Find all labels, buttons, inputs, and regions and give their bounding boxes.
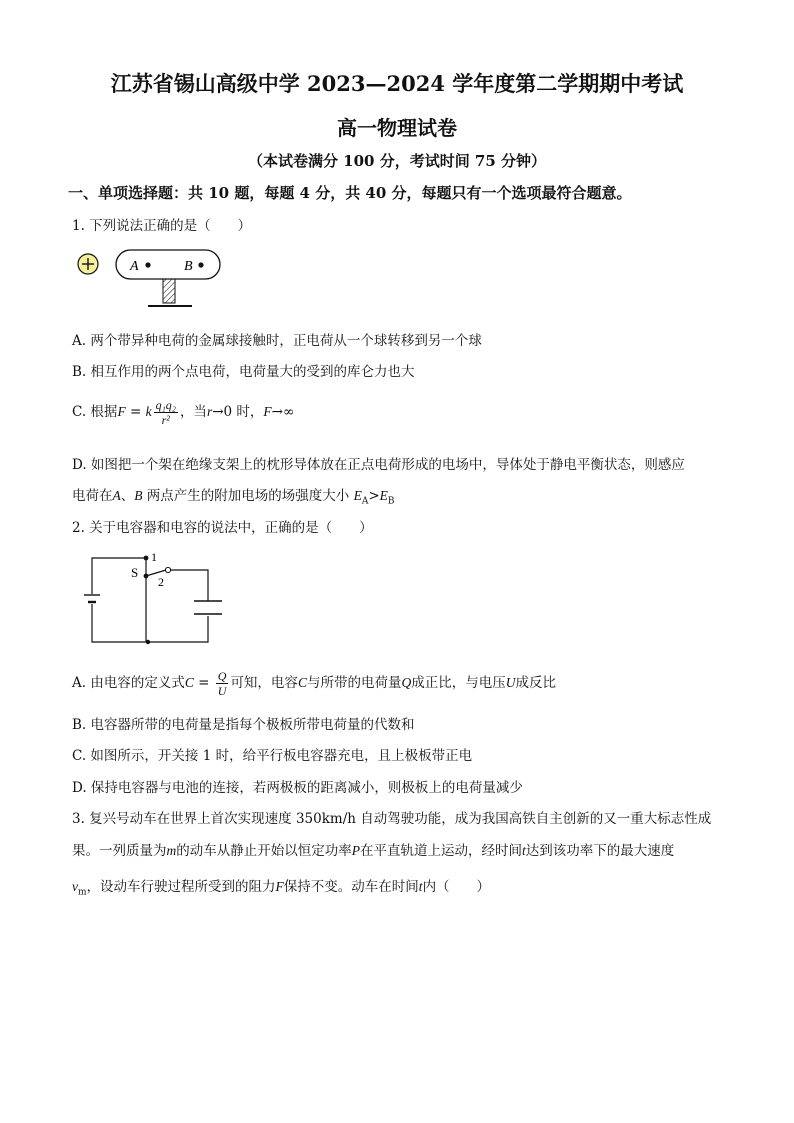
positive-charge-icon xyxy=(78,254,98,274)
fraction-denominator: U xyxy=(217,684,227,698)
q2-option-c: C. 如图所示，开关接 1 时，给平行板电容器充电，且上极板带正电 xyxy=(72,748,473,764)
exam-title: 江苏省锡山高级中学 2023—2024 学年度第二学期期中考试 xyxy=(110,71,684,96)
fraction-numerator: q₁q₂ xyxy=(155,398,176,412)
q1-option-c: C. 根据F = k $\frac{\text{q₁q₂}}{\text{r²}}$ ，当r→0 时，F→∞ xyxy=(72,398,295,427)
q1-stem: 1. 下列说法正确的是（ ） xyxy=(72,218,252,234)
q1-conductor-figure xyxy=(72,243,232,313)
fraction-numerator: Q xyxy=(217,669,227,683)
q2-circuit-figure xyxy=(78,546,228,648)
exam-note: （本试卷满分 100 分，考试时间 75 分钟） xyxy=(247,152,547,170)
q3-line2: 果。一列质量为m的动车从静止开始以恒定功率P在平直轨道上运动，经时间t达到该功率下的最大速度 xyxy=(72,843,675,859)
contact-label-1: 1 xyxy=(151,550,157,564)
q3-line3: $v_m$，设动车行驶过程所受到的阻力F保持不变。动车在时间t内（ ） xyxy=(72,879,491,898)
q2-option-b: B. 电容器所带的电荷量是指每个极板所带电荷量的代数和 xyxy=(72,717,415,733)
section-heading: 一、单项选择题：共 10 题，每题 4 分，共 40 分，每题只有一个选项最符合题意。 xyxy=(68,184,632,202)
q2-option-d: D. 保持电容器与电池的连接，若两极板的距离减小，则极板上的电荷量减少 xyxy=(72,780,523,796)
q1-option-d-line1: D. 如图把一个架在绝缘支架上的枕形导体放在正点电荷形成的电场中，导体处于静电平衡状态，则感应 xyxy=(72,457,685,473)
q1-option-b: B. 相互作用的两个点电荷，电荷量大的受到的库仑力也大 xyxy=(72,364,415,380)
fraction-denominator: r² xyxy=(161,413,170,427)
q3-line1: 3. 复兴号动车在世界上首次实现速度 350km/h 自动驾驶功能，成为我国高铁自主创新的又一重大标志性成 xyxy=(72,811,712,827)
label-b: B xyxy=(184,259,193,274)
q1-option-d-line2: 电荷在A、B 两点产生的附加电场的场强度大小 $E_A>E_B$ xyxy=(72,488,395,507)
insulating-stand xyxy=(148,279,192,306)
q2-stem: 2. 关于电容器和电容的说法中，正确的是（ ） xyxy=(72,520,373,536)
q2-option-a: A. 由电容的定义式C = $\frac{Q}{U}$ 可知，电容C与所带的电荷量Q成正比，与电压U成反比 xyxy=(72,669,556,698)
exam-subtitle: 高一物理试卷 xyxy=(337,116,457,140)
switch-label-s: S xyxy=(131,565,139,580)
contact-label-2: 2 xyxy=(158,575,164,589)
q1-option-a: A. 两个带异种电荷的金属球接触时，正电荷从一个球转移到另一个球 xyxy=(72,333,482,349)
label-a: A xyxy=(130,259,139,274)
